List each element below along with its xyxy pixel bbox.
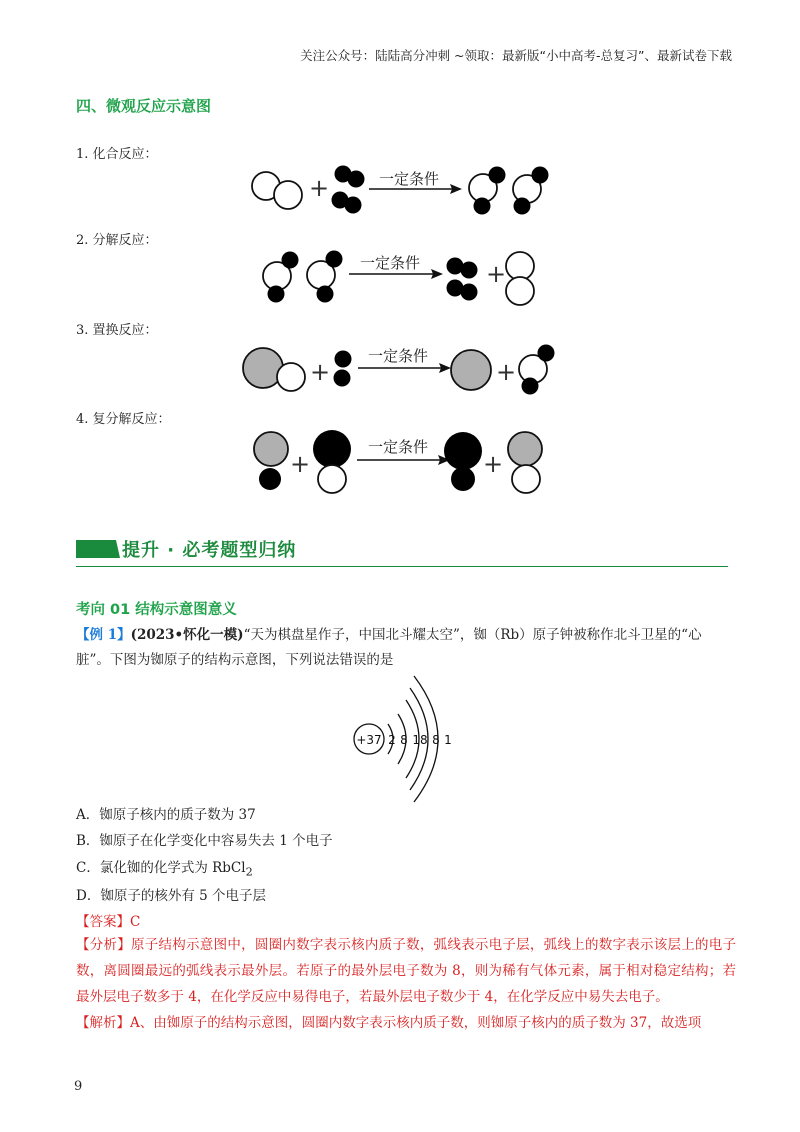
page-number: 9 [74,1079,83,1094]
option-c-text: C．氯化铷的化学式为 RbCl [76,860,246,876]
svg-text:+: + [486,260,507,288]
explanation [76,1010,736,1036]
banner-title: 提升 · 必考题型归纳 [122,540,297,561]
answer-value: C [130,914,141,930]
shell-1-count: 2 [388,733,396,747]
arrow-condition-label: 一定条件 [368,438,429,456]
answer-label: 【答案】 [76,914,130,930]
analysis [76,932,736,1010]
displacement-reaction-diagram [0,336,800,396]
arrow-condition-label: 一定条件 [368,347,429,365]
banner-underline [76,566,728,567]
option-b: B．铷原子在化学变化中容易失去 1 个电子 [76,833,333,849]
example-source: (2023•怀化一模) [130,627,244,643]
example-stem [76,623,732,673]
example-stem-line2: 脏”。下图为铷原子的结构示意图，下列说法错误的是 [76,652,394,668]
shell-3-count: 18 [412,733,428,747]
example-stem-line1: “天为棋盘星作子，中国北斗耀太空”，铷（Rb）原子钟被称作北斗卫星的“心 [243,627,702,643]
shell-2-count: 8 [400,733,408,747]
svg-text:+: + [496,358,517,386]
page-header: 关注公众号：陆陆高分冲刺 ~领取：最新版“小中高考-总复习”、最新试卷下载 [300,48,732,63]
rubidium-atom-structure-diagram [340,670,480,808]
option-c-subscript: 2 [245,865,253,879]
analysis-label: 【分析】 [76,937,132,953]
nucleus-label: +37 [356,733,382,747]
example-tag: 【例 1】 [76,627,131,643]
reaction-label-double-decomposition: 4. 复分解反应： [76,412,171,427]
analysis-text: 原子结构示意图中，圆圈内数字表示核内质子数，弧线表示电子层，弧线上的数字表示该层上的电子数，离圆圈最远的弧线表示最外层。若原子的最外层电子数为 8，则为稀有气体元素，属于相对稳定结构；若最外层电子数多于 4，在化学反应中易得电子，若最外层电子数少于 4，在化学反应中易失去电子。 [76,937,737,1005]
svg-text:+: + [483,450,504,478]
decomposition-reaction-diagram [0,244,800,310]
section-title: 四、微观反应示意图 [76,97,212,115]
explanation-text: A、由铷原子的结构示意图，圆圈内数字表示核内质子数，则铷原子核内的质子数为 37，故选项 [130,1015,702,1031]
shell-4-count: 8 [432,733,440,747]
double-decomposition-reaction-diagram [0,422,800,496]
svg-text:+: + [290,450,311,478]
shell-5-count: 1 [444,733,452,747]
svg-text:+: + [309,174,330,202]
combination-reaction-diagram [0,158,800,220]
arrow-condition-label: 一定条件 [360,254,421,272]
arrow-condition-label: 一定条件 [379,170,440,188]
explanation-label: 【解析】 [76,1015,130,1031]
answer [76,910,140,930]
option-c [76,856,253,879]
kaoxiang-title: 考向 01 结构示意图意义 [76,602,237,618]
reaction-label-combination: 1. 化合反应： [76,147,158,162]
reaction-label-decomposition: 2. 分解反应： [76,233,158,248]
reaction-label-displacement: 3. 置换反应： [76,323,158,338]
option-a: A．铷原子核内的质子数为 37 [76,807,256,823]
svg-text:+: + [310,358,331,386]
option-d: D．铷原子的核外有 5 个电子层 [76,888,266,904]
